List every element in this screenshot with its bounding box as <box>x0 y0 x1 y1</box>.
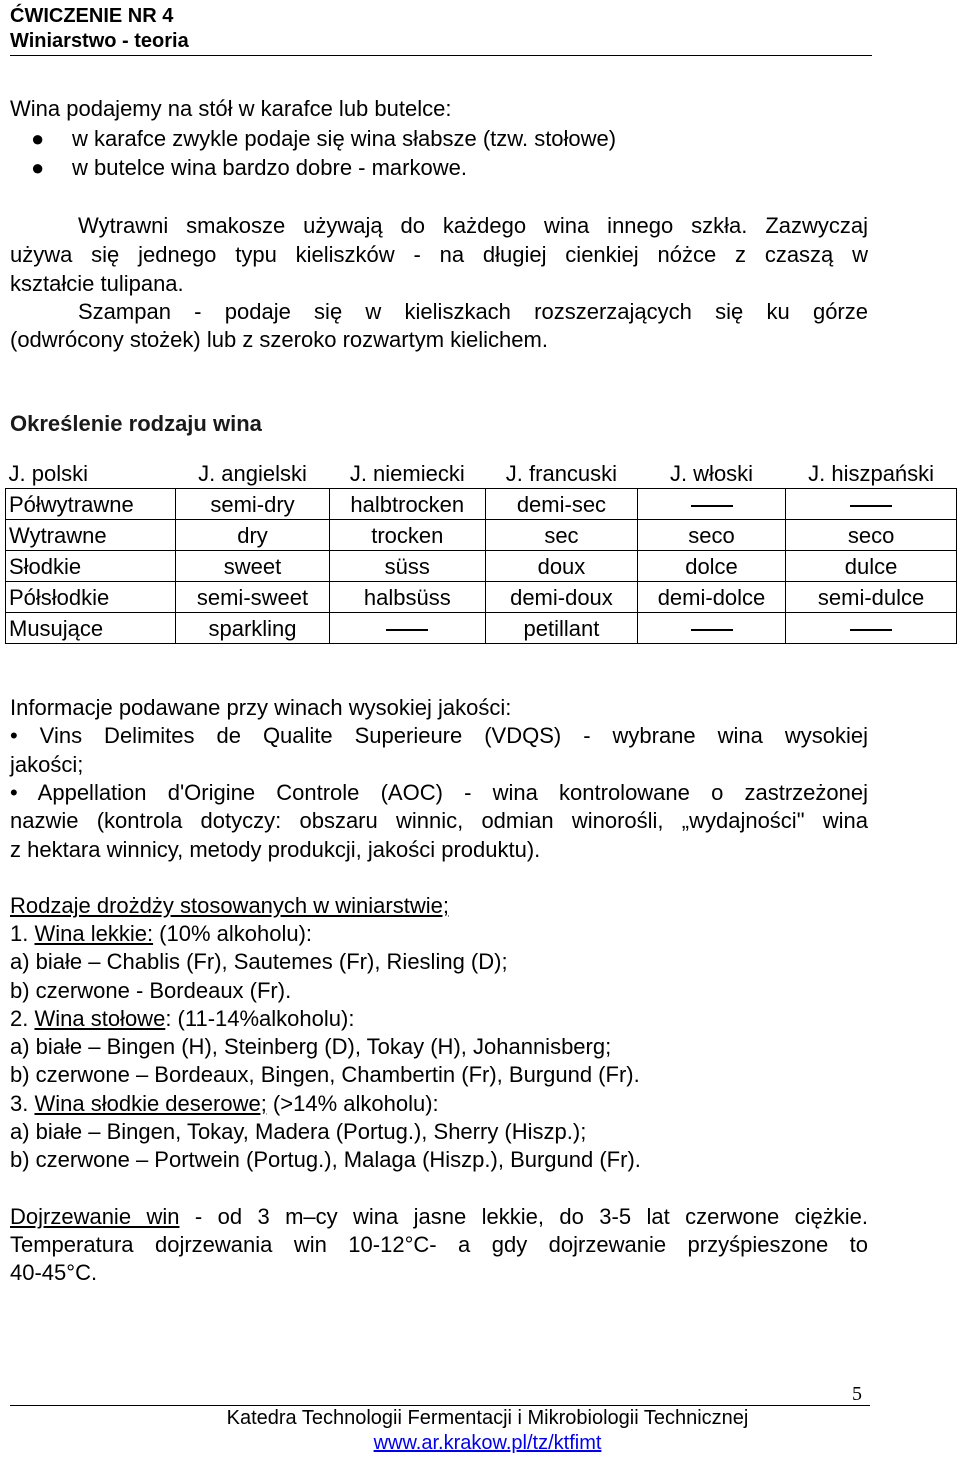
table-cell <box>637 489 785 520</box>
champagne-paragraph-line: Szampan - podaje się w kieliszkach rozszerzających się ku górze <box>78 299 868 324</box>
wine-types-table <box>5 458 957 644</box>
glass-paragraph-line: kształcie tulipana. <box>10 271 184 296</box>
table-cell: sec <box>486 520 638 551</box>
item-number: 2. <box>10 1006 35 1031</box>
table-cell: Musujące <box>6 613 176 644</box>
footer-link-wrap <box>0 1432 960 1454</box>
quality-bullet-line: • Vins Delimites de Qualite Superieure (VDQS) - wybrane wina wysokiej <box>10 723 868 748</box>
list-item <box>10 1005 354 1033</box>
table-cell: halbtrocken <box>329 489 486 520</box>
table-cell: demi-doux <box>486 582 638 613</box>
column-header: J. francuski <box>486 458 638 489</box>
item-name: Wina stołowe <box>34 1006 166 1031</box>
serving-intro: Wina podajemy na stół w karafce lub butelce: <box>10 96 452 121</box>
glass-paragraph-line: używa się jednego typu kieliszków - na długiej cienkiej nóżce z czaszą w <box>10 242 868 267</box>
item-detail: (10% alkoholu): <box>153 921 313 946</box>
table-row <box>6 582 957 613</box>
item-name: Wina słodkie deserowe; <box>34 1091 267 1116</box>
table-cell <box>786 613 957 644</box>
table-cell <box>786 489 957 520</box>
footer-rule <box>10 1405 870 1406</box>
list-item: b) czerwone – Portwein (Portug.), Malaga (Hiszp.), Burgund (Fr). <box>10 1147 641 1172</box>
table-cell: Słodkie <box>6 551 176 582</box>
table-cell <box>329 613 486 644</box>
yeasts-heading: Rodzaje drożdży stosowanych w winiarstwie; <box>10 893 449 918</box>
column-header: J. włoski <box>637 458 785 489</box>
item-number: 3. <box>10 1091 35 1116</box>
bullet-icon: ● <box>31 126 45 151</box>
table-cell: semi-dry <box>176 489 329 520</box>
item-number: 1. <box>10 921 35 946</box>
list-item: b) czerwone – Bordeaux, Bingen, Chambertin (Fr), Burgund (Fr). <box>10 1062 640 1087</box>
table-row <box>6 520 957 551</box>
table-cell: petillant <box>486 613 638 644</box>
table-row <box>6 613 957 644</box>
table-cell: doux <box>486 551 638 582</box>
quality-bullet-line: z hektara winnicy, metody produkcji, jakości produktu). <box>10 837 541 862</box>
list-item <box>10 154 870 183</box>
table-cell: halbsüss <box>329 582 486 613</box>
table-cell: dulce <box>786 551 957 582</box>
item-detail: (>14% alkoholu): <box>266 1091 439 1116</box>
footer-department: Katedra Technologii Fermentacji i Mikrobiologii Technicznej <box>226 1407 749 1429</box>
list-item <box>10 1090 439 1118</box>
dash-mark <box>386 629 428 631</box>
list-item-text: w karafce zwykle podaje się wina słabsze (tzw. stołowe) <box>72 126 617 151</box>
quality-heading: Informacje podawane przy winach wysokiej jakości: <box>10 695 512 720</box>
quality-bullet-line: nazwie (kontrola dotyczy: obszaru winnic, odmian winorośli, „wydajności" wina <box>10 808 868 833</box>
aging-term: Dojrzewanie win <box>10 1204 180 1229</box>
dash-mark <box>691 629 733 631</box>
quality-bullet-line: jakości; <box>10 752 84 777</box>
table-cell: Półwytrawne <box>6 489 176 520</box>
aging-line <box>10 1203 868 1231</box>
table-cell: süss <box>329 551 486 582</box>
document-title: ĆWICZENIE NR 4 <box>10 5 174 27</box>
list-item: a) białe – Bingen, Tokay, Madera (Portug.), Sherry (Hiszp.); <box>10 1119 587 1144</box>
list-item <box>10 125 870 154</box>
item-name: Wina lekkie: <box>34 921 154 946</box>
list-item: a) białe – Bingen (H), Steinberg (D), Tokay (H), Johannisberg; <box>10 1034 612 1059</box>
dash-mark <box>850 505 892 507</box>
item-detail: : (11-14%alkoholu): <box>165 1006 355 1031</box>
table-cell: semi-dulce <box>786 582 957 613</box>
table-cell: trocken <box>329 520 486 551</box>
table-cell: seco <box>637 520 785 551</box>
table-cell: sweet <box>176 551 329 582</box>
table-row <box>6 551 957 582</box>
table-cell: seco <box>786 520 957 551</box>
dash-mark <box>691 505 733 507</box>
list-item-text: w butelce wina bardzo dobre - markowe. <box>72 155 467 180</box>
serving-bullet-list <box>10 125 870 183</box>
table-header-row <box>6 458 957 489</box>
table-cell: Półsłodkie <box>6 582 176 613</box>
table-row <box>6 489 957 520</box>
column-header: J. hiszpański <box>786 458 957 489</box>
table-cell <box>637 613 785 644</box>
list-item: a) białe – Chablis (Fr), Sautemes (Fr), Riesling (D); <box>10 949 508 974</box>
table-cell: dolce <box>637 551 785 582</box>
table-cell: semi-sweet <box>176 582 329 613</box>
page-number: 5 <box>852 1383 862 1405</box>
wine-types-heading: Określenie rodzaju wina <box>10 411 262 436</box>
quality-bullet-line: • Appellation d'Origine Controle (AOC) - wina kontrolowane o zastrzeżonej <box>10 780 868 805</box>
list-item <box>10 920 312 948</box>
dash-mark <box>850 629 892 631</box>
bullet-icon: ● <box>31 155 45 180</box>
champagne-paragraph-line: (odwrócony stożek) lub z szeroko rozwartym kielichem. <box>10 327 548 352</box>
column-header: J. angielski <box>176 458 329 489</box>
table-cell: dry <box>176 520 329 551</box>
footer-url-link[interactable]: www.ar.krakow.pl/tz/ktfimt <box>373 1432 602 1454</box>
document-subtitle: Winiarstwo - teoria <box>10 30 189 52</box>
table-cell: Wytrawne <box>6 520 176 551</box>
table-cell: sparkling <box>176 613 329 644</box>
aging-text: - od 3 m–cy wina jasne lekkie, do 3-5 lat czerwone ciężkie. <box>179 1204 868 1229</box>
list-item: b) czerwone - Bordeaux (Fr). <box>10 978 292 1003</box>
header-rule <box>10 55 872 56</box>
table-cell: demi-sec <box>486 489 638 520</box>
aging-line: 40-45°C. <box>10 1260 98 1285</box>
table-cell: demi-dolce <box>637 582 785 613</box>
glass-paragraph-line: Wytrawni smakosze używają do każdego wina innego szkła. Zazwyczaj <box>78 213 868 238</box>
column-header: J. polski <box>6 458 176 489</box>
column-header: J. niemiecki <box>329 458 486 489</box>
aging-line: Temperatura dojrzewania win 10-12°C- a gdy dojrzewanie przyśpieszone to <box>10 1232 868 1257</box>
